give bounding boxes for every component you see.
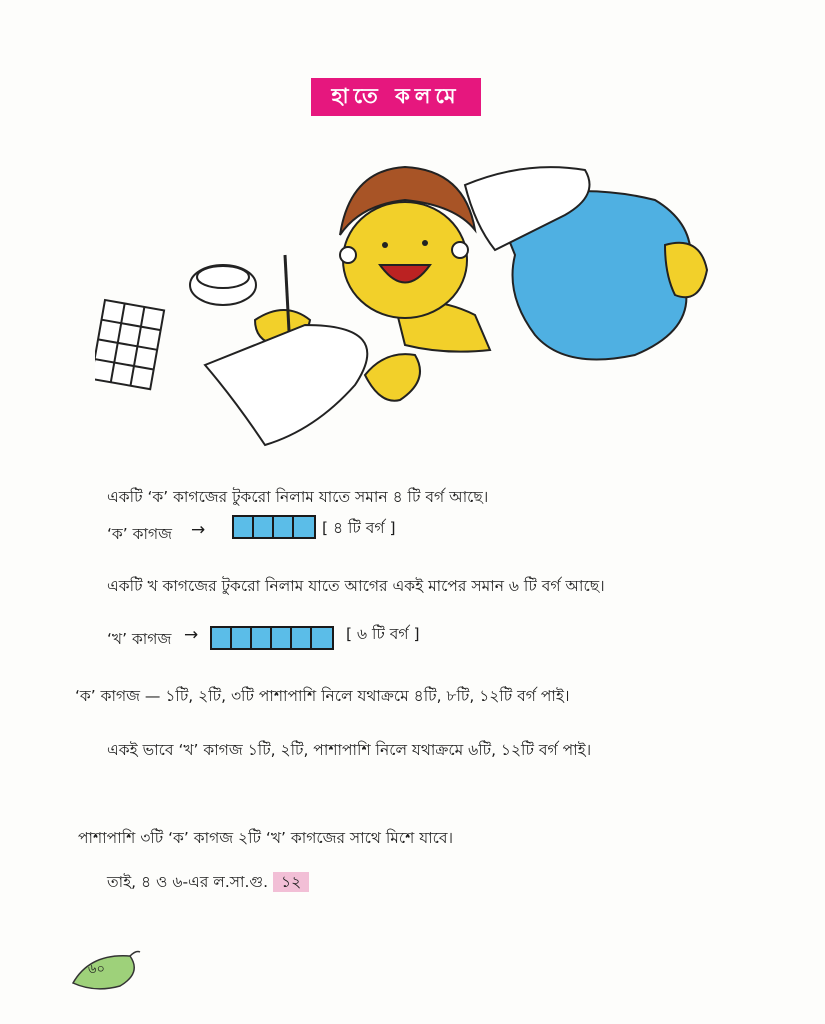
instruction-line-1: একটি ‘ক’ কাগজের টুকরো নিলাম যাতে সমান ৪ টি বর্গ আছে। bbox=[107, 488, 489, 506]
instruction-line-5: পাশাপাশি ৩টি ‘ক’ কাগজ ২টি ‘খ’ কাগজের সাথে মিশে যাবে। bbox=[78, 829, 454, 847]
paper-k-square-count: [ ৪ টি বর্গ ] bbox=[322, 519, 396, 537]
lcm-statement bbox=[107, 870, 309, 896]
arrow-icon: → bbox=[184, 625, 199, 645]
grid-square bbox=[272, 628, 292, 648]
instruction-line-3: ‘ক’ কাগজ — ১টি, ২টি, ৩টি পাশাপাশি নিলে যথাক্রমে ৪টি, ৮টি, ১২টি বর্গ পাই। bbox=[75, 687, 570, 705]
instruction-line-2: একটি খ কাগজের টুকরো নিলাম যাতে আগের একই মাপের সমান ৬ টি বর্গ আছে। bbox=[107, 577, 605, 595]
grid-square bbox=[254, 517, 274, 537]
grid-square bbox=[234, 517, 254, 537]
lcm-answer: ১২ bbox=[273, 872, 309, 892]
page-title: হাতে কলমে bbox=[311, 78, 481, 116]
grid-square bbox=[274, 517, 294, 537]
girl-drawing-illustration bbox=[95, 155, 715, 450]
paper-kh-square-count: [ ৬ টি বর্গ ] bbox=[346, 625, 420, 643]
grid-square bbox=[292, 628, 312, 648]
page-number-leaf bbox=[70, 948, 145, 993]
grid-square bbox=[212, 628, 232, 648]
instruction-line-4: একই ভাবে ‘খ’ কাগজ ১টি, ২টি, পাশাপাশি নিলে যথাক্রমে ৬টি, ১২টি বর্গ পাই। bbox=[107, 741, 592, 759]
paper-k-label: ‘ক’ কাগজ bbox=[107, 525, 172, 543]
grid-square bbox=[294, 517, 314, 537]
page-number: ৬০ bbox=[88, 962, 105, 977]
arrow-icon: → bbox=[191, 520, 206, 540]
paper-k-squares bbox=[232, 515, 316, 539]
grid-square bbox=[252, 628, 272, 648]
paper-kh-squares bbox=[210, 626, 334, 650]
lcm-label: তাই, ৪ ও ৬-এর ল.সা.গু. bbox=[107, 873, 269, 891]
grid-square bbox=[312, 628, 332, 648]
paper-kh-label: ‘খ’ কাগজ bbox=[107, 630, 172, 648]
grid-square bbox=[232, 628, 252, 648]
